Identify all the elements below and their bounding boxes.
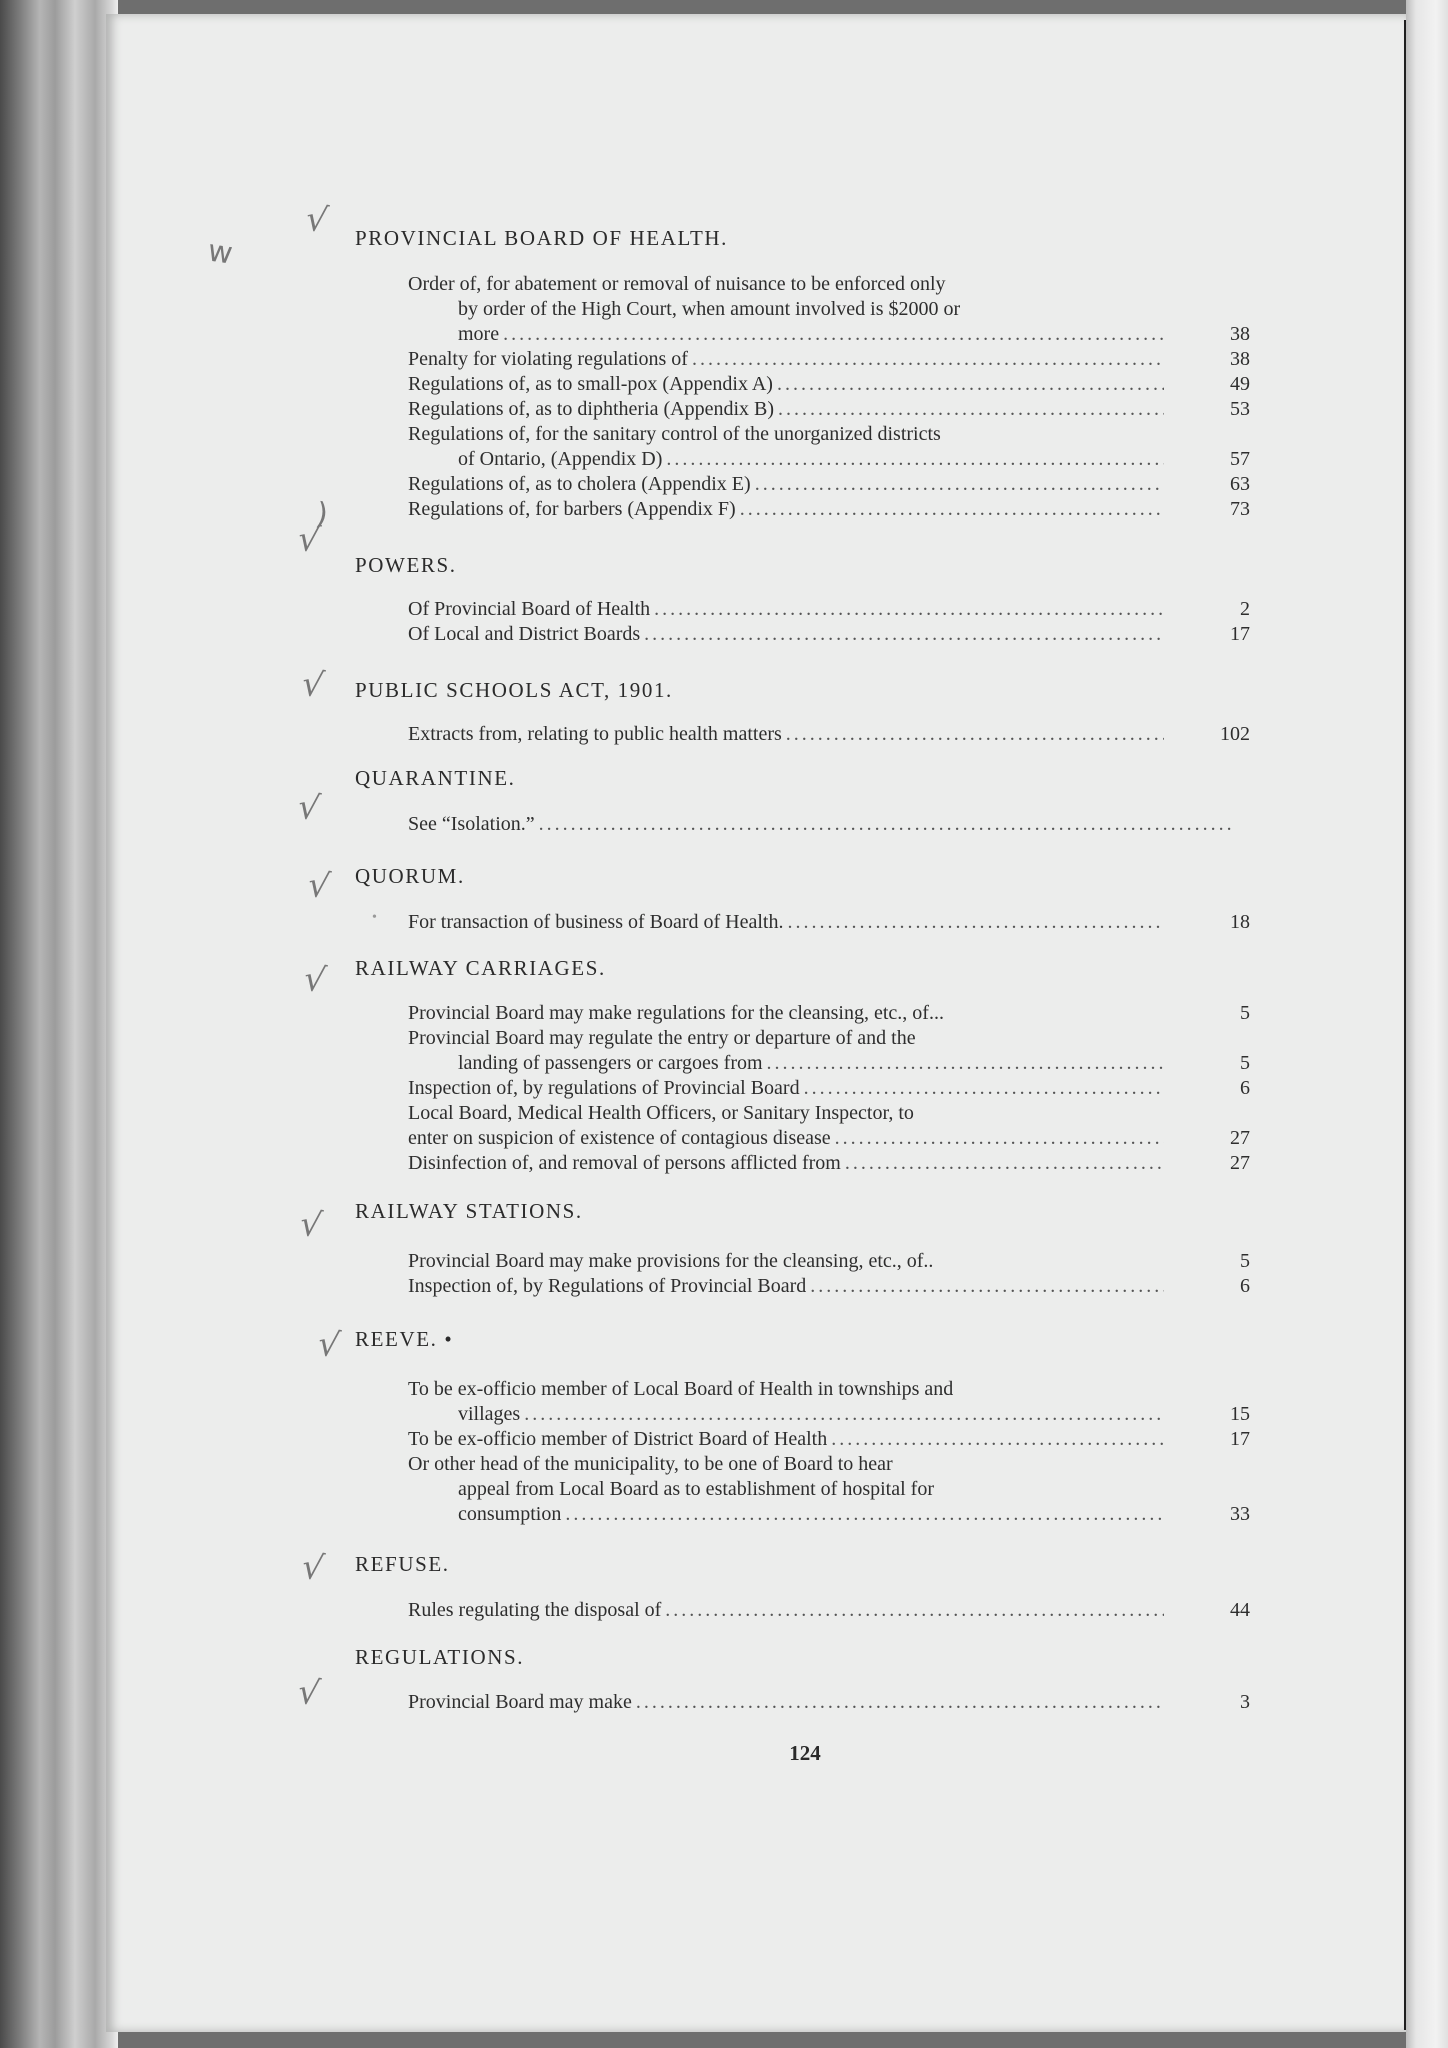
leader-dots [777,372,1164,397]
index-entry: Regulations of, as to diphtheria (Appendix B) ..... [408,397,1168,422]
index-entry: Of Local and District Boards ..... [408,622,1168,647]
section-heading: REGULATIONS. [355,1645,525,1669]
index-entry: Inspection of, by regulations of Provincial Board ..... [408,1076,1168,1101]
page-ref: 27 [1230,1152,1250,1174]
section-heading: RAILWAY STATIONS. [355,1199,583,1223]
index-entry: To be ex-officio member of District Board of Health ..... [408,1427,1168,1452]
leader-dots [565,1502,1164,1527]
handwritten-check-mark: √ [299,1546,327,1590]
leader-dots [692,347,1164,372]
page-ref: 17 [1230,623,1250,645]
section-heading: PROVINCIAL BOARD OF HEALTH. [355,226,728,250]
stray-ink-dot: • [444,1327,454,1351]
handwritten-check-mark: √ [295,1671,323,1715]
page-ref: 44 [1230,1599,1250,1621]
page-ref: 57 [1230,448,1250,470]
index-entry: Penalty for violating regulations of ..... [408,347,1168,372]
leader-dots [787,910,1164,935]
index-entry: Provincial Board may make regulations for the cleansing, etc., of... [408,1002,944,1024]
stray-ink-dot: • [372,910,377,925]
page-ref: 6 [1240,1275,1250,1297]
index-entry: To be ex-officio member of Local Board of Health in townships and villages ..... [408,1377,1168,1427]
leader-dots [644,622,1164,647]
section-heading: REEVE. • [355,1327,454,1351]
section-heading: POWERS. [355,553,457,577]
section-heading: RAILWAY CARRIAGES. [355,956,606,980]
leader-dots [666,447,1164,472]
page-ref: 49 [1230,373,1250,395]
leader-dots [539,812,1234,837]
page-ref: 38 [1230,323,1250,345]
index-entry: Provincial Board may regulate the entry or departure of and the landing of passengers or cargoes from ..... [408,1026,1168,1076]
page-ref: 5 [1240,1250,1250,1272]
index-entry: Regulations of, for the sanitary control of the unorganized districts of Ontario, (Appendix D) ..... [408,422,1168,472]
leader-dots [636,1690,1164,1715]
page-ref: 33 [1230,1503,1250,1525]
handwritten-check-mark: √ [297,1203,325,1247]
handwritten-w-mark: w [205,233,235,272]
handwritten-check-mark: √ [301,958,329,1002]
index-entry: Regulations of, for barbers (Appendix F) ..... [408,497,1168,522]
page-number: 124 [789,1741,821,1765]
page-ref: 38 [1230,348,1250,370]
index-entry: See “Isolation.” ..... [408,812,1238,837]
page-ref: 27 [1230,1127,1250,1149]
page-ref: 2 [1240,598,1250,620]
handwritten-check-mark: √ [303,198,331,242]
page-ref: 18 [1230,911,1250,933]
page-ref: 17 [1230,1428,1250,1450]
leader-dots [740,497,1164,522]
leader-dots [835,1126,1164,1151]
section-heading: QUORUM. [355,864,465,888]
index-entry: Disinfection of, and removal of persons afflicted from ..... [408,1151,1168,1176]
handwritten-check-mark: √ [305,864,333,908]
leader-dots [845,1151,1164,1176]
index-entry: Rules regulating the disposal of ..... [408,1598,1168,1623]
page-ref: 6 [1240,1077,1250,1099]
handwritten-check-mark: √ [295,518,323,562]
leader-dots [524,1402,1164,1427]
index-entry: Or other head of the municipality, to be one of Board to hear appeal from Local Board as to establishment of hospital for consumption ..... [408,1452,1168,1527]
page-ref: 15 [1230,1403,1250,1425]
index-entry: Of Provincial Board of Health ..... [408,597,1168,622]
page-ref: 73 [1230,498,1250,520]
leader-dots [786,722,1164,747]
section-heading: PUBLIC SCHOOLS ACT, 1901. [355,678,673,702]
leader-dots [831,1427,1164,1452]
handwritten-check-mark: √ [315,1323,343,1367]
leader-dots [654,597,1164,622]
leader-dots [778,397,1164,422]
leader-dots [804,1076,1164,1101]
index-entry: Inspection of, by Regulations of Provincial Board ..... [408,1274,1168,1299]
page-ref: 53 [1230,398,1250,420]
index-entry: Provincial Board may make ..... [408,1690,1168,1715]
index-entry: Local Board, Medical Health Officers, or Sanitary Inspector, to enter on suspicion of existence of contagious disease ..... [408,1101,1168,1151]
leader-dots [503,322,1164,347]
index-entry: Provincial Board may make provisions for the cleansing, etc., of.. [408,1250,934,1272]
index-entry: Order of, for abatement or removal of nuisance to be enforced only by order of the High Court, when amount involved is $2000 or more ..... [408,272,1168,347]
leader-dots [767,1051,1164,1076]
leader-dots [665,1598,1164,1623]
section-heading: REFUSE. [355,1552,450,1576]
page-ref: 102 [1220,723,1250,745]
index-entry: For transaction of business of Board of Health. ..... [408,910,1168,935]
index-entry: Extracts from, relating to public health matters ..... [408,722,1168,747]
index-entry: Regulations of, as to small-pox (Appendix A) ..... [408,372,1168,397]
section-heading: QUARANTINE. [355,766,516,790]
leader-dots [755,472,1164,497]
page-ref: 63 [1230,473,1250,495]
leader-dots [810,1274,1164,1299]
page-ref: 5 [1240,1052,1250,1074]
handwritten-check-mark: √ [295,786,323,830]
index-entry: Regulations of, as to cholera (Appendix E) ..... [408,472,1168,497]
handwritten-check-mark: √ [299,663,327,707]
page-ref: 5 [1240,1002,1250,1024]
handwritten-bracket-mark: ) [313,496,331,533]
page-ref: 3 [1240,1691,1250,1713]
